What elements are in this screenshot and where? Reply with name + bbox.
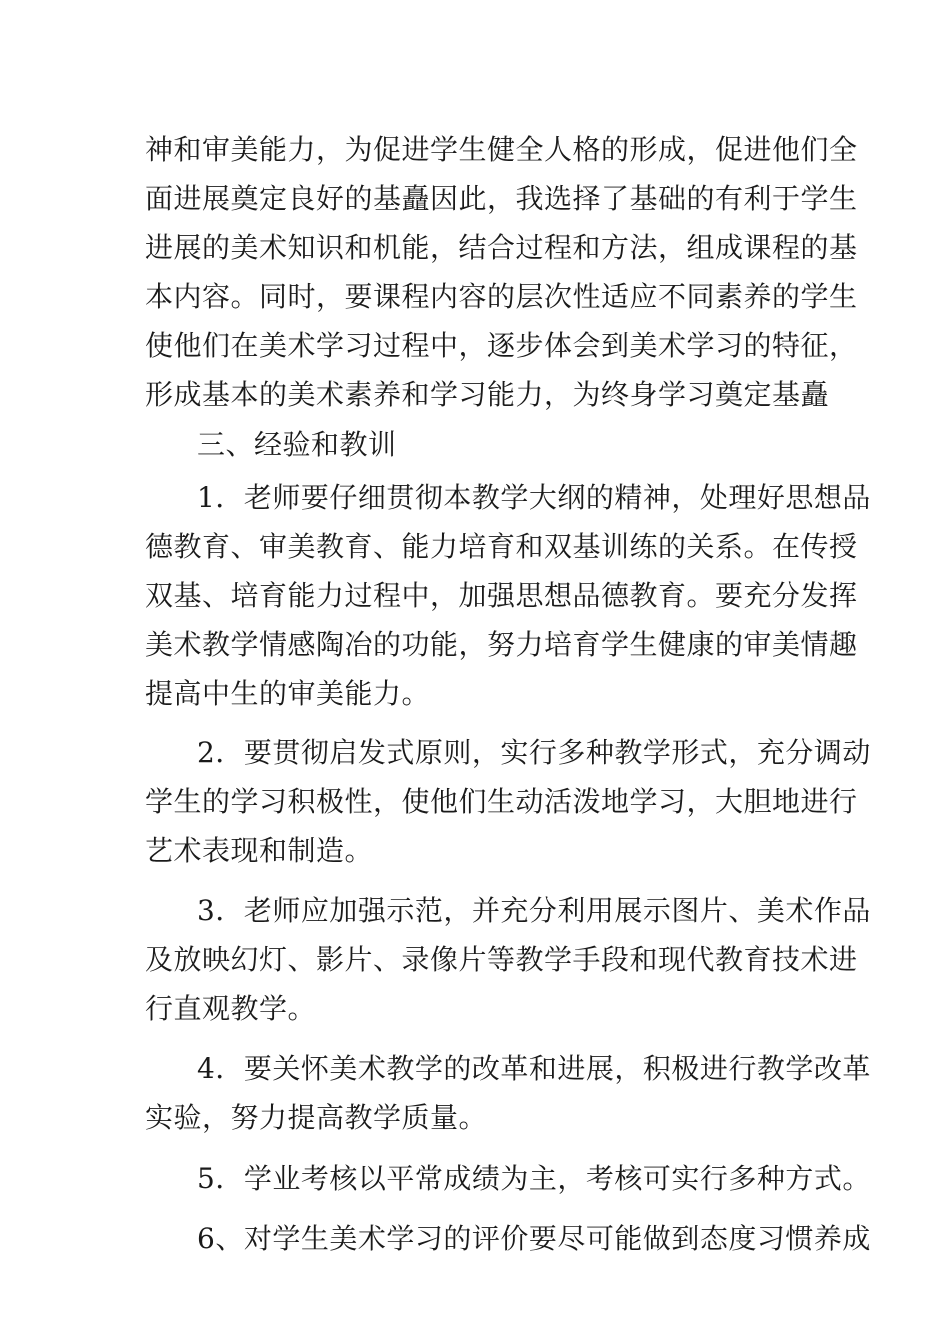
text-line: 神和审美能力，为促进学生健全人格的形成，促进他们全 <box>145 133 858 166</box>
text-line: 进展的美术知识和机能，结合过程和方法，组成课程的基 <box>145 231 858 264</box>
text-line: 使他们在美术学习过程中，逐步体会到美术学习的特征， <box>145 329 858 362</box>
text-line: 实验，努力提高教学质量。 <box>145 1101 488 1134</box>
text-line: 及放映幻灯、影片、录像片等教学手段和现代教育技术进 <box>145 943 858 976</box>
text-line: 2．要贯彻启发式原则，实行多种教学形式，充分调动 <box>197 736 871 769</box>
text-line: 6、对学生美术学习的评价要尽可能做到态度习惯养成 <box>197 1222 871 1255</box>
text-line: 美术教学情感陶冶的功能，努力培育学生健康的审美情趣 <box>145 628 858 661</box>
text-line: 学生的学习积极性，使他们生动活泼地学习，大胆地进行 <box>145 785 858 818</box>
text-line: 1．老师要仔细贯彻本教学大纲的精神，处理好思想品 <box>197 481 871 514</box>
text-line: 5．学业考核以平常成绩为主，考核可实行多种方式。 <box>197 1162 871 1195</box>
text-line: 3．老师应加强示范，并充分利用展示图片、美术作品 <box>197 894 871 927</box>
text-line: 行直观教学。 <box>145 992 317 1025</box>
text-line: 双基、培育能力过程中，加强思想品德教育。要充分发挥 <box>145 579 858 612</box>
text-line: 德教育、审美教育、能力培育和双基训练的关系。在传授 <box>145 530 858 563</box>
section-heading: 三、经验和教训 <box>197 428 397 461</box>
text-line: 形成基本的美术素养和学习能力，为终身学习奠定基矗 <box>145 378 830 411</box>
text-line: 艺术表现和制造。 <box>145 834 374 867</box>
text-line: 面进展奠定良好的基矗因此，我选择了基础的有利于学生 <box>145 182 858 215</box>
text-line: 提高中生的审美能力。 <box>145 677 431 710</box>
text-line: 本内容。同时，要课程内容的层次性适应不同素养的学生 <box>145 280 858 313</box>
text-line: 4．要关怀美术教学的改革和进展，积极进行教学改革 <box>197 1052 871 1085</box>
